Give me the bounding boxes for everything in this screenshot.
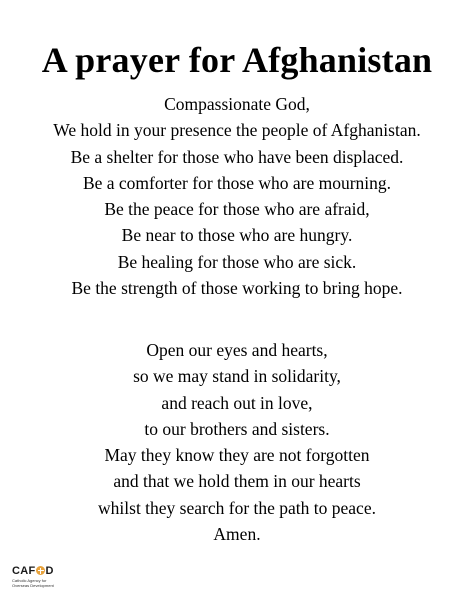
prayer-line: Be healing for those who are sick.	[117, 251, 357, 272]
prayer-line: Be a shelter for those who have been displaced.	[70, 146, 404, 167]
prayer-line: so we may stand in solidarity,	[133, 366, 341, 387]
logo-word-left: CAF	[12, 565, 36, 577]
logo-tagline	[12, 578, 54, 588]
stanza-one	[0, 91, 474, 301]
prayer-line: to our brothers and sisters.	[144, 418, 330, 439]
logo-wordmark	[12, 565, 54, 577]
prayer-line: Be the strength of those working to bring hope.	[71, 278, 403, 299]
prayer-line: Be a comforter for those who are mourning.	[82, 172, 392, 193]
cafod-logo	[12, 565, 72, 593]
cross-icon	[36, 566, 45, 575]
prayer-line: May they know they are not forgotten	[104, 445, 370, 466]
logo-tagline-line: Catholic Agency for	[12, 578, 47, 583]
prayer-line: whilst they search for the path to peace.	[98, 497, 376, 518]
prayer-line: We hold in your presence the people of Afghanistan.	[53, 120, 421, 141]
prayer-amen: Amen.	[213, 524, 261, 545]
prayer-line: Open our eyes and hearts,	[146, 340, 328, 360]
prayer-line: and that we hold them in our hearts	[113, 471, 361, 492]
stanza-two	[0, 337, 474, 547]
prayer-line: Be near to those who are hungry.	[121, 225, 353, 246]
page-title: A prayer for Afghanistan	[41, 40, 433, 81]
prayer-line: and reach out in love,	[161, 392, 313, 413]
logo-word-right: D	[45, 565, 54, 577]
prayer-line: Be the peace for those who are afraid,	[104, 199, 370, 220]
logo-tagline-line: Overseas Development	[12, 583, 54, 588]
prayer-line: Compassionate God,	[164, 94, 310, 114]
